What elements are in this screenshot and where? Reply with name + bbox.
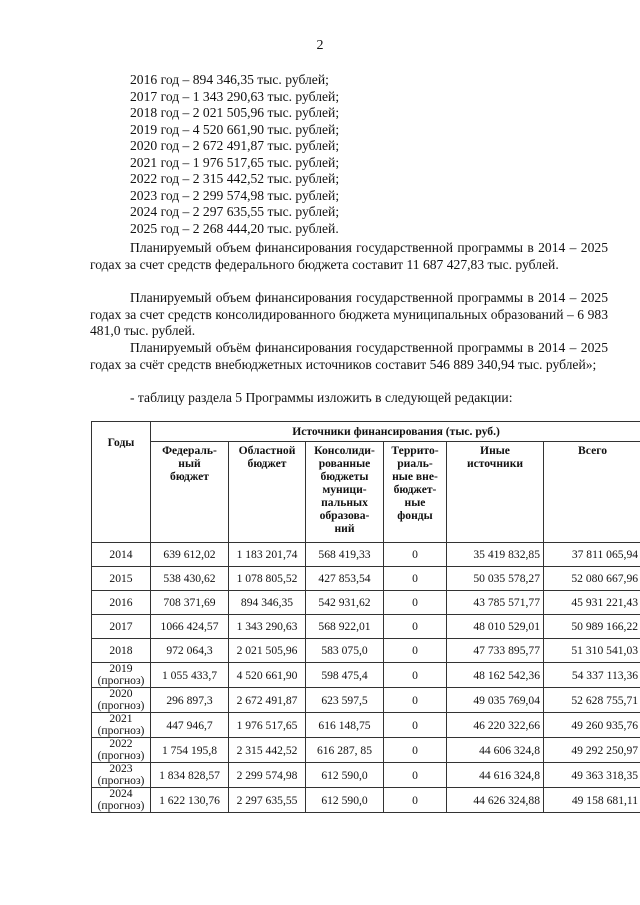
cell-value: 2 299 574,98 xyxy=(229,763,306,788)
year-funding-line: 2025 год – 2 268 444,20 тыс. рублей. xyxy=(130,220,339,236)
years-funding-list xyxy=(130,72,339,237)
cell-value: 598 475,4 xyxy=(306,663,384,688)
cell-value: 0 xyxy=(384,763,447,788)
cell-value: 1 622 130,76 xyxy=(151,788,229,813)
cell-value: 2 297 635,55 xyxy=(229,788,306,813)
paragraph-municipal xyxy=(90,290,608,340)
table-row xyxy=(92,615,640,639)
cell-value: 616 148,75 xyxy=(306,713,384,738)
cell-value: 49 158 681,11 xyxy=(544,788,640,813)
cell-value: 2 021 505,96 xyxy=(229,639,306,663)
cell-value: 49 363 318,35 xyxy=(544,763,640,788)
cell-value: 43 785 571,77 xyxy=(447,591,544,615)
cell-value: 54 337 113,36 xyxy=(544,663,640,688)
year-funding-line: 2024 год – 2 297 635,55 тыс. рублей; xyxy=(130,204,340,219)
cell-value: 52 080 667,96 xyxy=(544,567,640,591)
cell-year: 2023 (прогноз) xyxy=(92,763,151,788)
cell-value: 44 626 324,88 xyxy=(447,788,544,813)
cell-value: 0 xyxy=(384,615,447,639)
table-row xyxy=(92,591,640,615)
cell-value: 1 078 805,52 xyxy=(229,567,306,591)
year-funding-line: 2018 год – 2 021 505,96 тыс. рублей; xyxy=(130,105,340,120)
header-other-sources: Иные источники xyxy=(447,442,544,543)
year-funding-line: 2022 год – 2 315 442,52 тыс. рублей; xyxy=(130,171,340,186)
cell-value: 1 343 290,63 xyxy=(229,615,306,639)
header-total: Всего xyxy=(544,442,640,543)
cell-value: 623 597,5 xyxy=(306,688,384,713)
cell-value: 50 035 578,27 xyxy=(447,567,544,591)
cell-year: 2022 (прогноз) xyxy=(92,738,151,763)
cell-value: 37 811 065,94 xyxy=(544,543,640,567)
cell-value: 1066 424,57 xyxy=(151,615,229,639)
paragraph-table-intro-text: - таблицу раздела 5 Программы изложить в следующей редакции: xyxy=(130,390,513,405)
year-funding-line: 2016 год – 894 346,35 тыс. рублей; xyxy=(130,72,329,87)
cell-year: 2019 (прогноз) xyxy=(92,663,151,688)
cell-value: 612 590,0 xyxy=(306,788,384,813)
cell-year: 2020 (прогноз) xyxy=(92,688,151,713)
cell-value: 0 xyxy=(384,688,447,713)
cell-value: 1 055 433,7 xyxy=(151,663,229,688)
paragraph-extrabudgetary xyxy=(90,340,608,373)
cell-value: 48 010 529,01 xyxy=(447,615,544,639)
paragraph-table-intro xyxy=(90,390,608,407)
cell-value: 46 220 322,66 xyxy=(447,713,544,738)
header-territorial-funds: Террито- риаль- ные вне- бюджет- ные фонды xyxy=(384,442,447,543)
table-row xyxy=(92,763,640,788)
cell-year: 2018 xyxy=(92,639,151,663)
cell-year: 2016 xyxy=(92,591,151,615)
cell-value: 51 310 541,03 xyxy=(544,639,640,663)
cell-value: 708 371,69 xyxy=(151,591,229,615)
cell-value: 0 xyxy=(384,567,447,591)
year-funding-line: 2019 год – 4 520 661,90 тыс. рублей; xyxy=(130,121,340,137)
table-row xyxy=(92,788,640,813)
cell-value: 568 419,33 xyxy=(306,543,384,567)
table-row xyxy=(92,713,640,738)
header-municipal-budgets: Консолиди- рованные бюджеты муници- пальных образова- ний xyxy=(306,442,384,543)
header-years: Годы xyxy=(92,422,151,543)
cell-value: 44 606 324,8 xyxy=(447,738,544,763)
cell-year: 2014 xyxy=(92,543,151,567)
cell-value: 616 287, 85 xyxy=(306,738,384,763)
cell-year: 2015 xyxy=(92,567,151,591)
cell-value: 35 419 832,85 xyxy=(447,543,544,567)
cell-value: 972 064,3 xyxy=(151,639,229,663)
cell-value: 49 292 250,97 xyxy=(544,738,640,763)
header-regional-budget: Областной бюджет xyxy=(229,442,306,543)
year-funding-line: 2023 год – 2 299 574,98 тыс. рублей; xyxy=(130,187,340,203)
cell-year: 2017 xyxy=(92,615,151,639)
cell-year: 2021 (прогноз) xyxy=(92,713,151,738)
cell-value: 50 989 166,22 xyxy=(544,615,640,639)
cell-value: 542 931,62 xyxy=(306,591,384,615)
cell-value: 427 853,54 xyxy=(306,567,384,591)
cell-value: 612 590,0 xyxy=(306,763,384,788)
cell-value: 0 xyxy=(384,713,447,738)
header-funding-sources: Источники финансирования (тыс. руб.) xyxy=(151,422,640,442)
table-row xyxy=(92,567,640,591)
cell-value: 0 xyxy=(384,543,447,567)
table-row xyxy=(92,663,640,688)
paragraph-extrabudgetary-text: Планируемый объём финансирования государственной программы в 2014 – 2025 годах за счёт средств внебюджетных источников составит 546 889 340,94 тыс. рублей»; xyxy=(90,340,608,372)
cell-value: 568 922,01 xyxy=(306,615,384,639)
cell-value: 0 xyxy=(384,591,447,615)
cell-value: 0 xyxy=(384,639,447,663)
cell-value: 447 946,7 xyxy=(151,713,229,738)
funding-table xyxy=(91,421,640,813)
year-funding-line: 2017 год – 1 343 290,63 тыс. рублей; xyxy=(130,88,340,104)
page-number: 2 xyxy=(316,38,324,53)
cell-value: 49 035 769,04 xyxy=(447,688,544,713)
paragraph-federal xyxy=(90,240,608,273)
cell-value: 48 162 542,36 xyxy=(447,663,544,688)
cell-value: 44 616 324,8 xyxy=(447,763,544,788)
cell-value: 1 754 195,8 xyxy=(151,738,229,763)
cell-value: 639 612,02 xyxy=(151,543,229,567)
paragraph-federal-text: Планируемый объем финансирования государственной программы в 2014 – 2025 годах за счет средств федерального бюджета составит 11 687 427,83 тыс. рублей. xyxy=(90,240,608,272)
table-row xyxy=(92,688,640,713)
cell-value: 0 xyxy=(384,738,447,763)
cell-value: 2 672 491,87 xyxy=(229,688,306,713)
cell-value: 52 628 755,71 xyxy=(544,688,640,713)
table-row xyxy=(92,738,640,763)
cell-value: 45 931 221,43 xyxy=(544,591,640,615)
cell-value: 894 346,35 xyxy=(229,591,306,615)
cell-value: 0 xyxy=(384,663,447,688)
cell-value: 4 520 661,90 xyxy=(229,663,306,688)
header-federal-budget: Федераль- ный бюджет xyxy=(151,442,229,543)
paragraph-municipal-text: Планируемый объем финансирования государственной программы в 2014 – 2025 годах за счет средств консолидированного бюджета муниципальных образований – 6 983 481,0 тыс. рублей. xyxy=(90,290,608,338)
cell-value: 2 315 442,52 xyxy=(229,738,306,763)
year-funding-line: 2021 год – 1 976 517,65 тыс. рублей; xyxy=(130,154,340,170)
cell-value: 1 834 828,57 xyxy=(151,763,229,788)
cell-year: 2024 (прогноз) xyxy=(92,788,151,813)
cell-value: 1 183 201,74 xyxy=(229,543,306,567)
cell-value: 0 xyxy=(384,788,447,813)
table-row xyxy=(92,543,640,567)
cell-value: 583 075,0 xyxy=(306,639,384,663)
year-funding-line: 2020 год – 2 672 491,87 тыс. рублей; xyxy=(130,138,340,153)
cell-value: 296 897,3 xyxy=(151,688,229,713)
cell-value: 47 733 895,77 xyxy=(447,639,544,663)
cell-value: 538 430,62 xyxy=(151,567,229,591)
cell-value: 1 976 517,65 xyxy=(229,713,306,738)
table-row xyxy=(92,639,640,663)
cell-value: 49 260 935,76 xyxy=(544,713,640,738)
